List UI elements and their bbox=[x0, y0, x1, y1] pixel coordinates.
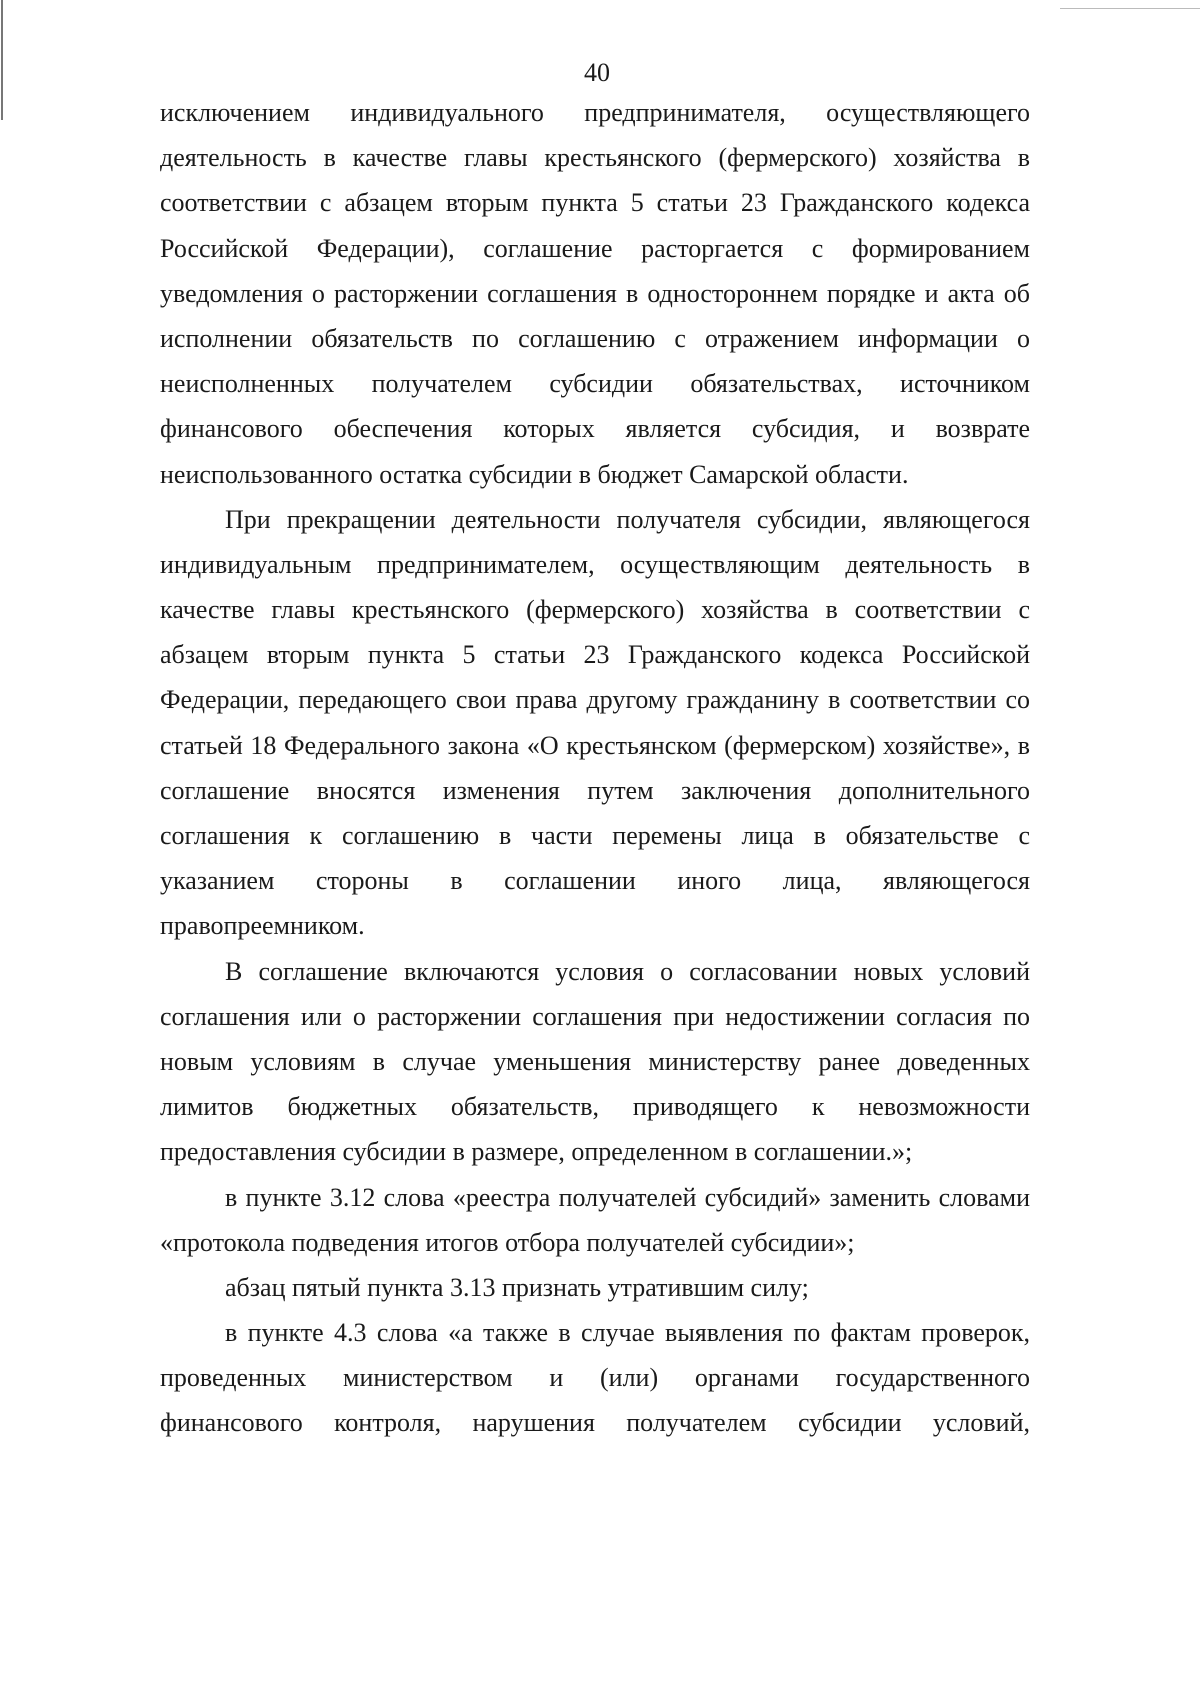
paragraph bbox=[160, 497, 1030, 949]
text-line: абзацем вторым пункта 5 статьи 23 Гражданского кодекса Российской bbox=[160, 640, 1030, 670]
text-line: предоставления субсидии в размере, определенном в соглашении.»; bbox=[160, 1137, 913, 1167]
text-line: деятельность в качестве главы крестьянского (фермерского) хозяйства в bbox=[160, 143, 1030, 173]
text-line: новым условиям в случае уменьшения министерству ранее доведенных bbox=[160, 1046, 1030, 1076]
text-line: соответствии с абзацем вторым пункта 5 статьи 23 Гражданского кодекса bbox=[160, 188, 1030, 218]
text-line: в пункте 3.12 слова «реестра получателей субсидий» заменить словами bbox=[225, 1182, 1030, 1212]
text-line: неиспользованного остатка субсидии в бюджет Самарской области. bbox=[160, 459, 909, 489]
paragraph bbox=[160, 1265, 1030, 1310]
text-line: лимитов бюджетных обязательств, приводящего к невозможности bbox=[160, 1092, 1030, 1122]
text-line: При прекращении деятельности получателя субсидии, являющегося bbox=[225, 504, 1030, 534]
text-line: проведенных министерством и (или) органами государственного bbox=[160, 1363, 1030, 1393]
text-line: статьей 18 Федерального закона «О крестьянском (фермерском) хозяйстве», в bbox=[160, 730, 1030, 760]
text-line: финансового контроля, нарушения получателем субсидии условий, bbox=[160, 1408, 1030, 1438]
text-line: неисполненных получателем субсидии обязательствах, источником bbox=[160, 369, 1030, 399]
text-line: качестве главы крестьянского (фермерского) хозяйства в соответствии с bbox=[160, 595, 1030, 625]
scan-top-artifact bbox=[1060, 8, 1200, 9]
paragraph bbox=[160, 1310, 1030, 1446]
text-line: соглашения или о расторжении соглашения при недостижении согласия по bbox=[160, 1001, 1030, 1031]
text-line: в пункте 4.3 слова «а также в случае выявления по фактам проверок, bbox=[225, 1318, 1030, 1348]
text-line: соглашения к соглашению в части перемены лица в обязательстве с bbox=[160, 821, 1030, 850]
text-line: указанием стороны в соглашении иного лица, являющегося bbox=[160, 866, 1030, 896]
paragraph bbox=[160, 1175, 1030, 1265]
page-number-text: 40 bbox=[584, 58, 610, 87]
paragraph bbox=[160, 949, 1030, 1175]
text-line: финансового обеспечения которых является субсидия, и возврате bbox=[160, 414, 1030, 444]
page-number bbox=[0, 58, 1200, 88]
text-line: правопреемником. bbox=[160, 911, 365, 941]
text-line: уведомления о расторжении соглашения в одностороннем порядке и акта об bbox=[160, 278, 1030, 308]
text-line: исключением индивидуального предпринимателя, осуществляющего bbox=[160, 98, 1030, 127]
text-line: соглашение вносятся изменения путем заключения дополнительного bbox=[160, 775, 1030, 805]
paragraph bbox=[160, 90, 1030, 497]
text-line: Российской Федерации), соглашение расторгается с формированием bbox=[160, 233, 1030, 263]
document-body bbox=[160, 90, 1030, 1446]
text-line: В соглашение включаются условия о согласовании новых условий bbox=[225, 956, 1030, 986]
text-line: индивидуальным предпринимателем, осуществляющим деятельность в bbox=[160, 549, 1030, 579]
text-line: абзац пятый пункта 3.13 признать утратившим силу; bbox=[225, 1272, 809, 1302]
text-line: исполнении обязательств по соглашению с отражением информации о bbox=[160, 323, 1030, 353]
text-line: Федерации, передающего свои права другому гражданину в соответствии со bbox=[160, 685, 1030, 715]
text-line: «протокола подведения итогов отбора получателей субсидии»; bbox=[160, 1227, 855, 1257]
